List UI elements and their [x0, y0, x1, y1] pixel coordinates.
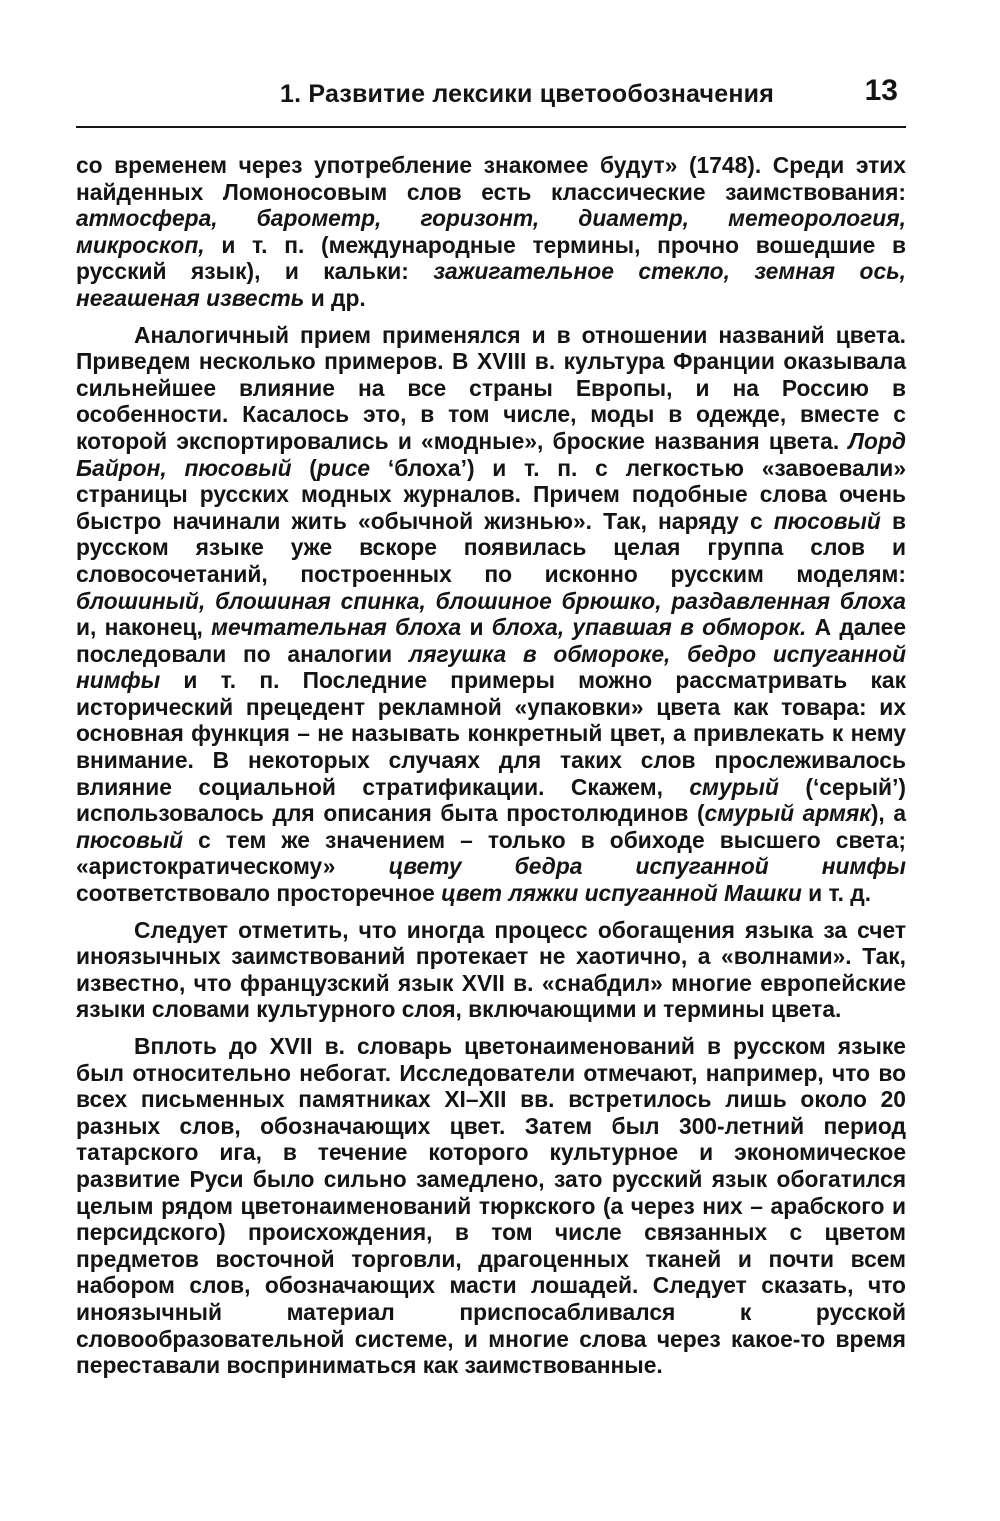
italic-term: смурый — [689, 773, 779, 800]
body-text — [76, 152, 906, 1379]
text-run: ‘блоха’) и т. п. с легкостью «завоевали» страницы русских модных журналов. Причем подобные слова очень быстро начинали жить «обычной жизнью». Так, наряду с — [76, 454, 906, 534]
italic-term: смурый армяк — [704, 800, 871, 827]
paragraph-4 — [76, 1033, 906, 1379]
page-number: 13 — [864, 74, 898, 107]
italic-term: мечтательная блоха — [211, 614, 462, 641]
italic-term: лягушка в обмороке, бедро испуганной нимфы — [76, 640, 907, 694]
text-run: и — [461, 614, 492, 641]
italic-term: цвету бедра испуганной нимфы — [388, 853, 906, 880]
book-page — [76, 70, 906, 1379]
italic-term: Лорд Байрон, пюсовый — [76, 427, 906, 481]
text-run: и т. д. — [801, 880, 872, 907]
italic-term: пюсовый — [76, 826, 184, 853]
chapter-title: 1. Развитие лексики цветообозначения — [280, 80, 775, 108]
paragraph-1 — [76, 152, 906, 312]
italic-term: зажигательное стекло, земная ось, негашеная известь — [76, 258, 906, 311]
italic-term: puce — [316, 454, 371, 481]
text-run: с тем же значением – только в обиходе высшего света; «аристократическому» — [76, 826, 906, 880]
text-run: Вплоть до XVII в. словарь цветонаименований в русском языке был относительно небогат. Исследователи отмечают, например, что во всех письменных памятниках XI–XII вв. встретилось лишь около 20 разных слов, обозначающих цвет. Затем был 300-летний период татарского ига, в течение которого культурное и экономическое развитие Руси было сильно замедлено, зато русский язык обогатился целым рядом цветонаименований тюркского (а через них – арабского и персидского) происхождения, в том числе связанных с цветом предметов восточной торговли, драгоценных тканей и почти всем набором слов, обозначающих масти лошадей. Следует сказать, что иноязычный материал приспосабливался к русской словообразовательной системе, и многие слова через какое-то время переставали восприниматься как заимствованные. — [76, 1033, 906, 1379]
text-run: соответствовало просторечное — [76, 880, 442, 907]
italic-term: цвет ляжки испуганной Машки — [441, 880, 802, 907]
text-run: (‘серый’) использовалось для описания быта простолюдинов ( — [76, 773, 906, 827]
text-run: и т. п. (международные термины, прочно вошедшие в русский язык), и кальки: — [76, 231, 906, 285]
text-run: Следует отметить, что иногда процесс обогащения языка за счет иноязычных заимствований протекает не хаотично, а «волнами». Так, известно, что французский язык XVII в. «снабдил» многие европейские языки словами культурного слоя, включающими и термины цвета. — [76, 916, 906, 1023]
italic-term: пюсовый — [773, 507, 881, 534]
text-run: А далее последовали по аналогии — [76, 614, 907, 667]
text-run: и, наконец, — [76, 614, 212, 641]
text-run: ), а — [870, 800, 907, 827]
text-run: в русском языке уже вскоре появилась целая группа слов и словосочетаний, построенных по исконно русским моделям: — [76, 507, 906, 587]
italic-term: блоха, упавшая в обморок. — [491, 614, 807, 641]
text-run: Аналогичный прием применялся и в отношении названий цвета. Приведем несколько примеров. В XVIII в. культура Франции оказывала сильнейшее влияние на все страны Европы, и на Россию в особенности. Касалось это, в том числе, моды в одежде, вместе с которой экспортировались и «модные», броские названия цвета. — [76, 321, 906, 454]
text-run: и др. — [304, 284, 366, 311]
text-run: ( — [291, 454, 317, 481]
text-run: и т. п. Последние примеры можно рассматривать как исторический прецедент рекламной «упаковки» цвета как товара: их основная функция – не называть конкретный цвет, а привлекать к нему внимание. В некоторых случаях для таких слов прослеживалось влияние социальной стратификации. Скажем, — [76, 667, 906, 800]
italic-term: атмосфера, барометр, горизонт, диаметр, метеорология, микроскоп, — [76, 205, 906, 258]
text-run: со временем через употребление знакомее будут» (1748). Среди этих найденных Ломоносовым слов есть классические заимствования: — [76, 152, 906, 205]
paragraph-2 — [76, 322, 906, 907]
running-header — [76, 70, 906, 128]
paragraph-3 — [76, 917, 906, 1023]
italic-term: блошиный, блошиная спинка, блошиное брюшко, раздавленная блоха — [76, 587, 906, 614]
